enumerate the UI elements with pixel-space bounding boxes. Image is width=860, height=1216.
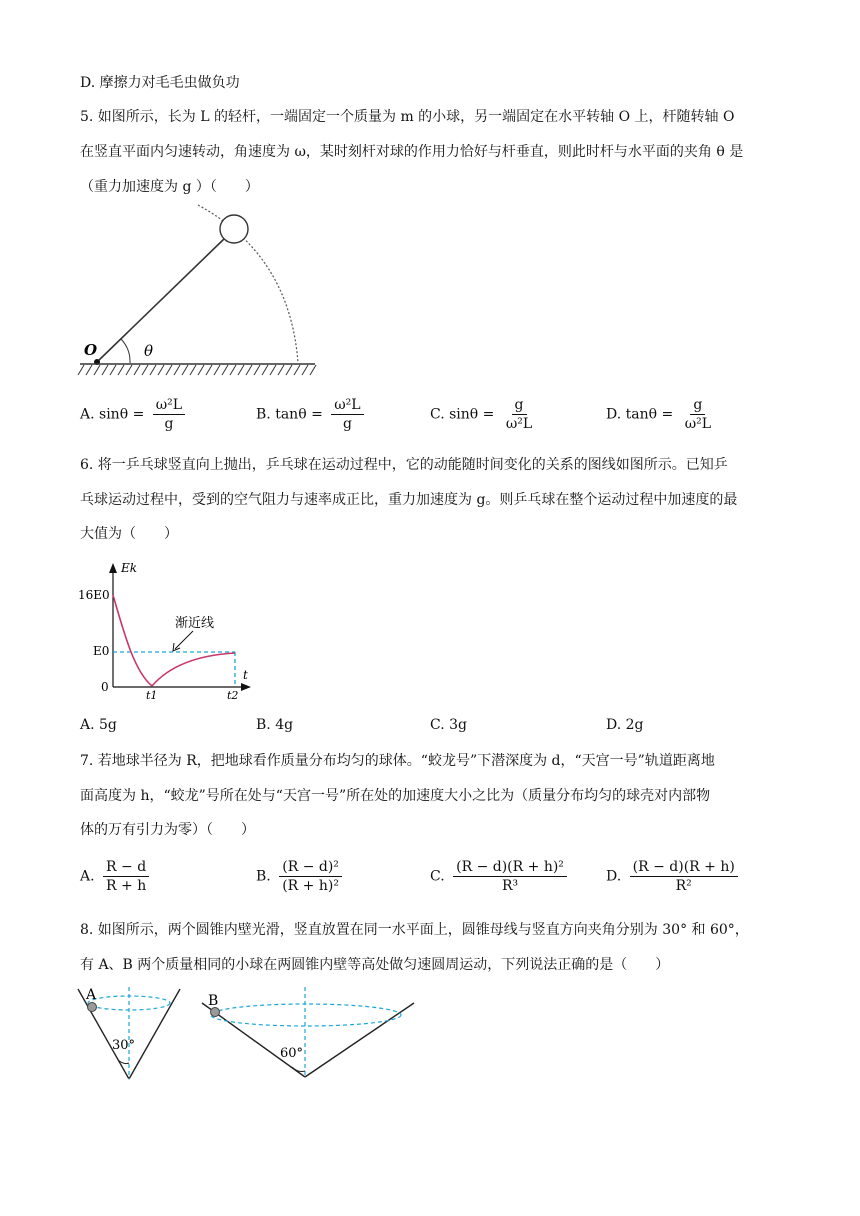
q8-cone-b-orbit <box>211 1004 401 1026</box>
q5-label-o: O <box>84 341 98 359</box>
q8-label-a: A <box>86 987 97 1003</box>
q6-ek-curve-down <box>152 653 235 686</box>
q6-xtick-t1: t1 <box>146 689 158 702</box>
q4-option-d: D. 摩擦力对毛毛虫做负功 <box>80 75 240 91</box>
q8-stem-line1: 8. 如图所示，两个圆锥内壁光滑，竖直放置在同一水平面上，圆锥母线与竖直方向夹角分别为 30° 和 60°， <box>80 922 749 938</box>
q5-option-a: A. sinθ = $\frac{\text{ω²L}}{g}$ <box>80 396 185 433</box>
q5-option-b: B. tanθ = $\frac{\text{ω²L}}{g}$ <box>256 396 364 433</box>
q6-xlabel: t <box>243 668 248 682</box>
q6-x-axis-arrow <box>241 683 251 691</box>
q6-origin: 0 <box>101 680 109 694</box>
q5-stem-line1: 5. 如图所示，长为 L 的轻杆，一端固定一个质量为 m 的小球，另一端固定在水平转轴 O 上，杆随转轴 O <box>80 109 735 125</box>
q6-annotation-arrow <box>175 631 193 649</box>
q8-angle-a: 30° <box>112 1038 136 1053</box>
q7-stem-line1: 7. 若地球半径为 R，把地球看作质量分布均匀的球体。“蛟龙号”下潜深度为 d，“天宫一号”轨道距离地 <box>80 753 715 769</box>
q6-ylabel: Ek <box>121 561 138 575</box>
q5-angle-arc <box>121 339 130 363</box>
q7-option-d: D. $\frac{(R - d)(R + h)}{\text{R²}}$ <box>606 858 738 895</box>
q5-option-c: C. sinθ = $\frac{g}{\text{ω²L}}$ <box>430 397 533 432</box>
q6-option-d: D. 2g <box>606 717 644 733</box>
q6-ytick-mid: E0 <box>93 644 110 658</box>
q6-option-a: A. 5g <box>80 717 117 733</box>
q6-annotation: 渐近线 <box>175 616 215 631</box>
q6-y-axis-arrow <box>109 563 117 573</box>
q8-cone-b-angle-arc <box>292 1067 305 1072</box>
q5-label-theta: θ <box>144 342 154 360</box>
q8-ball-a <box>88 1003 97 1012</box>
q8-label-b: B <box>208 993 219 1009</box>
q7-stem-line3: 体的万有引力为零）（ ） <box>80 822 255 838</box>
q5-ball <box>220 215 248 243</box>
q6-option-b: B. 4g <box>256 717 294 733</box>
q7-option-a: A. $\frac{R - d}{R + h}$ <box>80 858 149 895</box>
q7-option-b: B. $\frac{\text{(R − d)²}}{\text{(R + h)²}}$ <box>256 858 342 895</box>
q6-stem-line3: 大值为（ ） <box>80 526 178 542</box>
q5-option-d: D. tanθ = $\frac{g}{\text{ω²L}}$ <box>606 397 712 432</box>
q6-ek-curve-up <box>113 595 152 686</box>
q6-ytick-top: 16E0 <box>78 588 110 602</box>
q7-option-c: C. $\frac{\text{(R − d)(R + h)²}}{\text{R³}}$ <box>430 858 567 895</box>
q6-stem-line2: 乓球运动过程中，受到的空气阻力与速率成正比，重力加速度为 g。则乒乓球在整个运动过程中加速度的最 <box>80 492 738 508</box>
q8-cone-b-right <box>305 1003 414 1077</box>
q8-stem-line2: 有 A、B 两个质量相同的小球在两圆锥内壁等高处做匀速圆周运动，下列说法正确的是（ ） <box>80 957 670 973</box>
q5-stem-line3: （重力加速度为 g ）（ ） <box>80 179 259 195</box>
q5-ground-hatch <box>78 365 316 375</box>
q5-rod-figure <box>70 195 330 380</box>
q7-stem-line2: 面高度为 h，“蛟龙”号所在处与“天宫一号”所在处的加速度大小之比为（质量分布均匀的球壳对内部物 <box>80 788 711 804</box>
q6-option-c: C. 3g <box>430 717 467 733</box>
q8-cones-figure <box>70 983 420 1083</box>
q5-rod <box>97 238 225 362</box>
q8-cone-a-right <box>129 989 180 1079</box>
q5-stem-line2: 在竖直平面内匀速转动，角速度为 ω，某时刻杆对球的作用力恰好与杆垂直，则此时杆与水平面的夹角 θ 是 <box>80 144 744 160</box>
q8-angle-b: 60° <box>280 1046 304 1061</box>
q6-xtick-t2: t2 <box>227 689 239 702</box>
q6-stem-line1: 6. 将一乒乓球竖直向上抛出，乒乓球在运动过程中，它的动能随时间变化的关系的图线如图所示。已知乒 <box>80 457 728 473</box>
q6-ek-graph <box>75 557 265 702</box>
